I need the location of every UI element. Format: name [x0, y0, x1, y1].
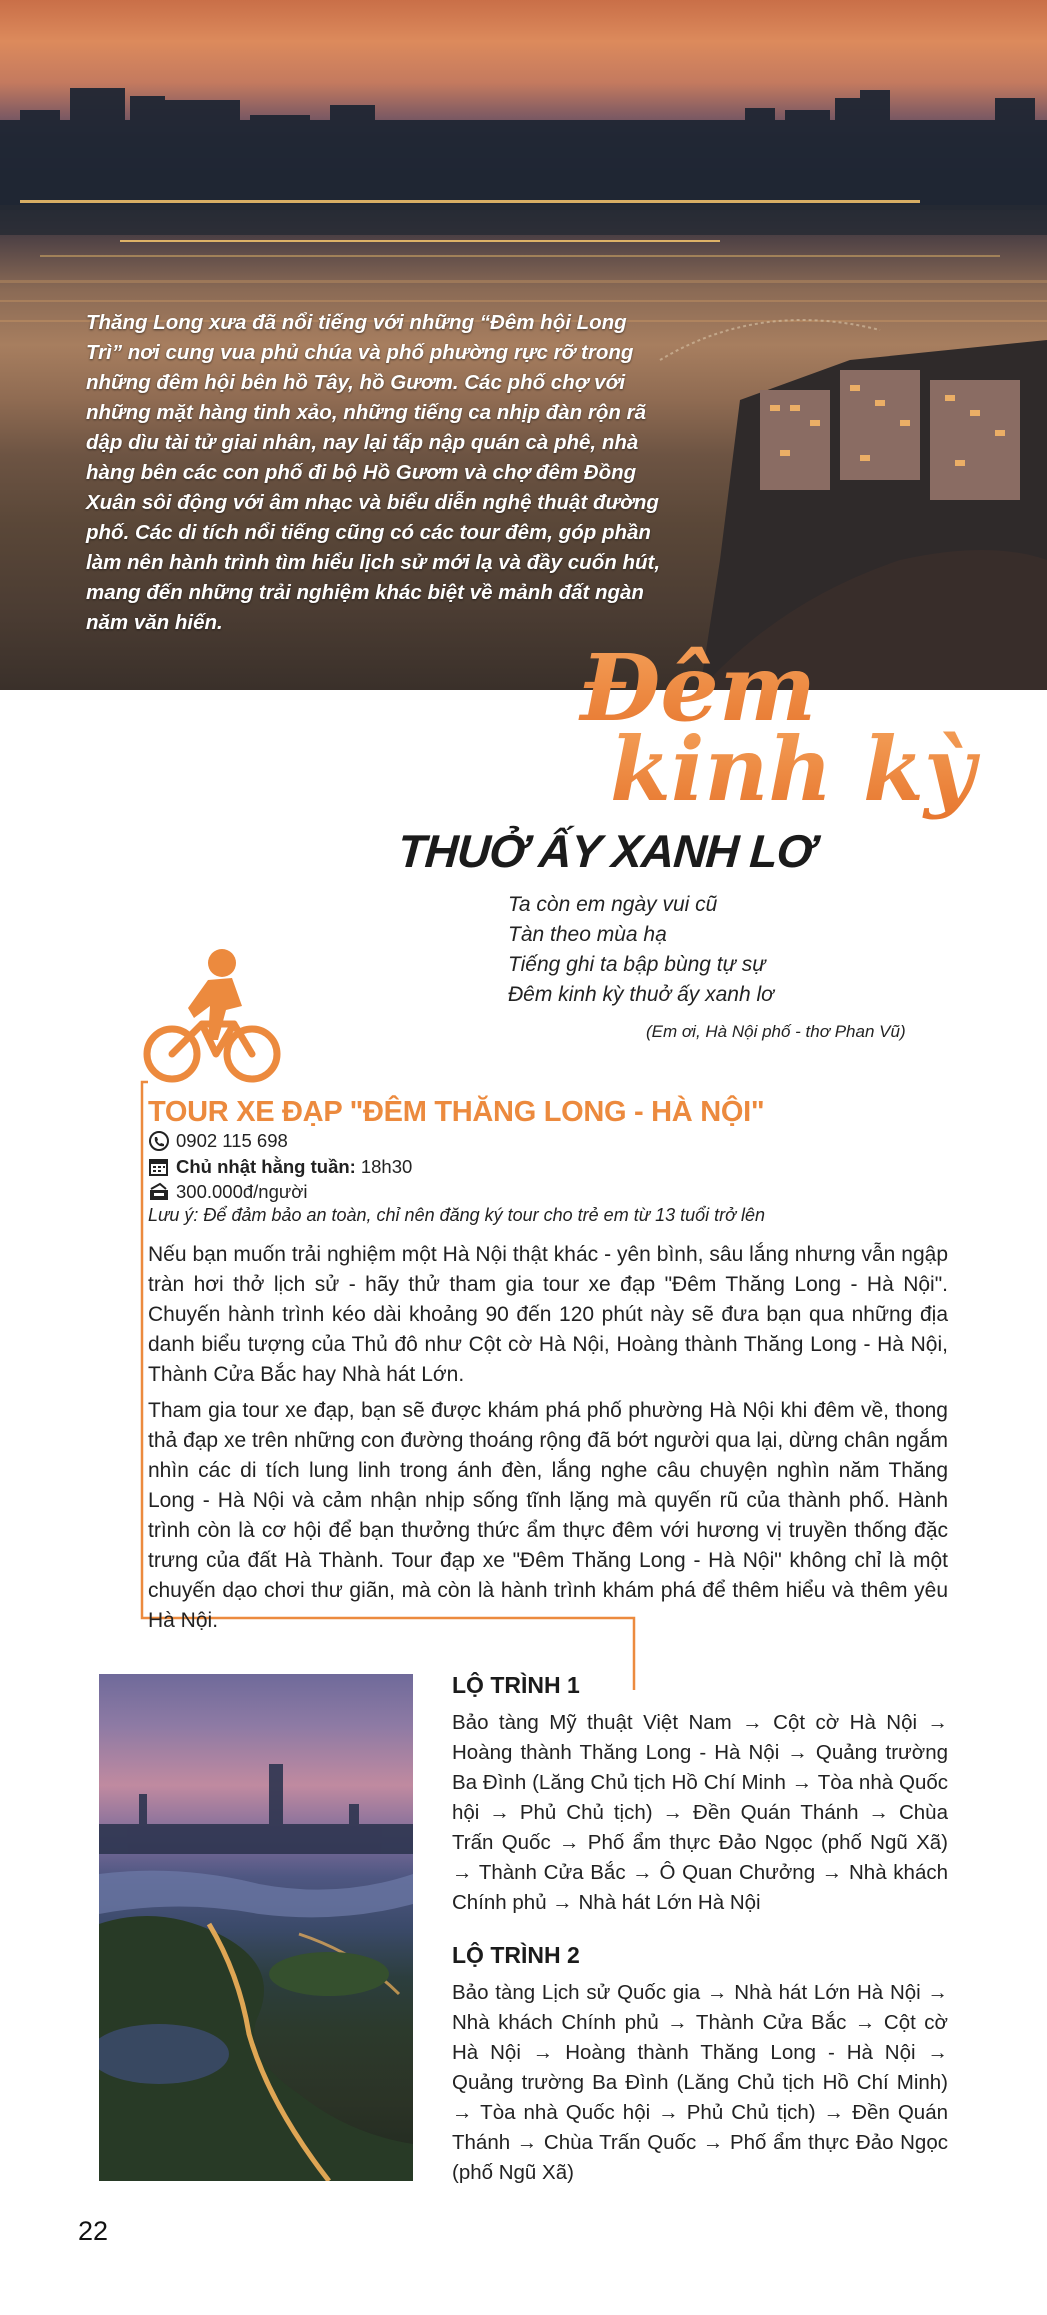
lake-aerial-photo	[99, 1674, 413, 2181]
title-line-2: kinh kỳ	[610, 717, 976, 821]
tour-paragraph-2: Tham gia tour xe đạp, bạn sẽ được khám phá phố phường Hà Nội khi đêm về, thong thả đạp xe trên những con đường thoáng rộng đã bớt người qua lại, dừng chân ngắm nhìn các di tích lung linh trong ánh đèn, lắng nghe câu chuyện nghìn năm Thăng Long - Hà Nội và cảm nhận nhịp sống tĩnh lặng mà quyến rũ của thành phố. Hành trình còn là cơ hội để bạn thưởng thức ẩm thực đêm với hương vị truyền thống đặc trưng của đất Hà Thành. Tour đạp xe "Đêm Thăng Long - Hà Nội" không chỉ là một chuyến dạo chơi thư giãn, mà còn là hành trình khám phá để thêm hiểu và thêm yêu Hà Nội.	[148, 1399, 948, 1632]
schedule-value: 18h30	[360, 1156, 413, 1177]
phone-row	[148, 1130, 288, 1152]
poem-line: Tiếng ghi ta bập bùng tự sự	[508, 953, 766, 976]
poem	[508, 890, 928, 1010]
aerial-illustration	[99, 1674, 413, 2181]
route-1-text: Bảo tàng Mỹ thuật Việt Nam → Cột cờ Hà Nội → Hoàng thành Thăng Long - Hà Nội → Quảng trường Ba Đình (Lăng Chủ tịch Hồ Chí Minh → Tòa nhà Quốc hội → Phủ Chủ tịch) → Đền Quán Thánh → Chùa Trấn Quốc → Phố ẩm thực Đảo Ngọc (phố Ngũ Xã) → Thành Cửa Bắc → Ô Quan Chưởng → Nhà khách Chính phủ → Nhà hát Lớn Hà Nội	[452, 1711, 948, 1914]
route-1-heading: LỘ TRÌNH 1	[452, 1672, 580, 1698]
safety-note: Lưu ý: Để đảm bảo an toàn, chỉ nên đăng ký tour cho trẻ em từ 13 tuổi trở lên	[148, 1205, 766, 1225]
phone-icon	[148, 1131, 170, 1151]
bicycle-icon	[142, 948, 282, 1084]
title-line-1: Đêm	[580, 634, 817, 742]
page-number: 22	[78, 2216, 109, 2246]
poem-citation: (Em ơi, Hà Nội phố - thơ Phan Vũ)	[646, 1022, 906, 1041]
schedule-label: Chủ nhật hằng tuần:	[176, 1156, 356, 1177]
poem-line: Ta còn em ngày vui cũ	[508, 893, 718, 916]
calendar-icon	[148, 1157, 170, 1177]
poem-line: Tàn theo mùa hạ	[508, 923, 667, 946]
poem-line: Đêm kinh kỳ thuở ấy xanh lơ	[508, 983, 774, 1006]
page-subtitle: THUỞ ẤY XANH LƠ	[396, 825, 817, 877]
tour-paragraph-1: Nếu bạn muốn trải nghiệm một Hà Nội thật khác - yên bình, sâu lắng nhưng vẫn ngập tràn hơi thở lịch sử - hãy thử tham gia tour xe đạp "Đêm Thăng Long - Hà Nội". Chuyến hành trình kéo dài khoảng 90 đến 120 phút này sẽ đưa bạn qua những địa danh biểu tượng của Thủ đô như Cột cờ Hà Nội, Hoàng thành Thăng Long - Hà Nội, Thành Cửa Bắc hay Nhà hát Lớn.	[148, 1243, 948, 1386]
tour-title: TOUR XE ĐẠP "ĐÊM THĂNG LONG - HÀ NỘI"	[148, 1096, 765, 1128]
price-row	[148, 1181, 308, 1203]
route-2-heading: LỘ TRÌNH 2	[452, 1942, 580, 1968]
ticket-icon	[148, 1182, 170, 1202]
phone-number: 0902 115 698	[176, 1130, 288, 1151]
hero-photo	[0, 0, 1047, 690]
hero-intro-text: Thăng Long xưa đã nổi tiếng với những “Đêm hội Long Trì” nơi cung vua phủ chúa và phố phường rực rỡ trong những đêm hội bên hồ Tây, hồ Gươm. Các phố chợ với những mặt hàng tinh xảo, những tiếng ca nhịp đàn rộn rã dập dìu tài tử giai nhân, nay lại tấp nập quán cà phê, nhà hàng bên các con phố đi bộ Hồ Gươm và chợ đêm Đồng Xuân sôi động với âm nhạc và biểu diễn nghệ thuật đường phố. Các di tích nổi tiếng cũng có các tour đêm, góp phần làm nên hành trình tìm hiểu lịch sử mới lạ và đầy cuốn hút, mang đến những trải nghiệm khác biệt về mảnh đất ngàn năm văn hiến.	[86, 311, 661, 634]
price: 300.000đ/người	[176, 1181, 308, 1202]
schedule-row	[148, 1156, 412, 1178]
route-2-text: Bảo tàng Lịch sử Quốc gia → Nhà hát Lớn Hà Nội → Nhà khách Chính phủ → Thành Cửa Bắc → Cột cờ Hà Nội → Hoàng thành Thăng Long - Hà Nội → Quảng trường Ba Đình (Lăng Chủ tịch Hồ Chí Minh) → Tòa nhà Quốc hội → Phủ Chủ tịch) → Đền Quán Thánh → Chùa Trấn Quốc → Phố ẩm thực Đảo Ngọc (phố Ngũ Xã)	[452, 1981, 948, 2184]
